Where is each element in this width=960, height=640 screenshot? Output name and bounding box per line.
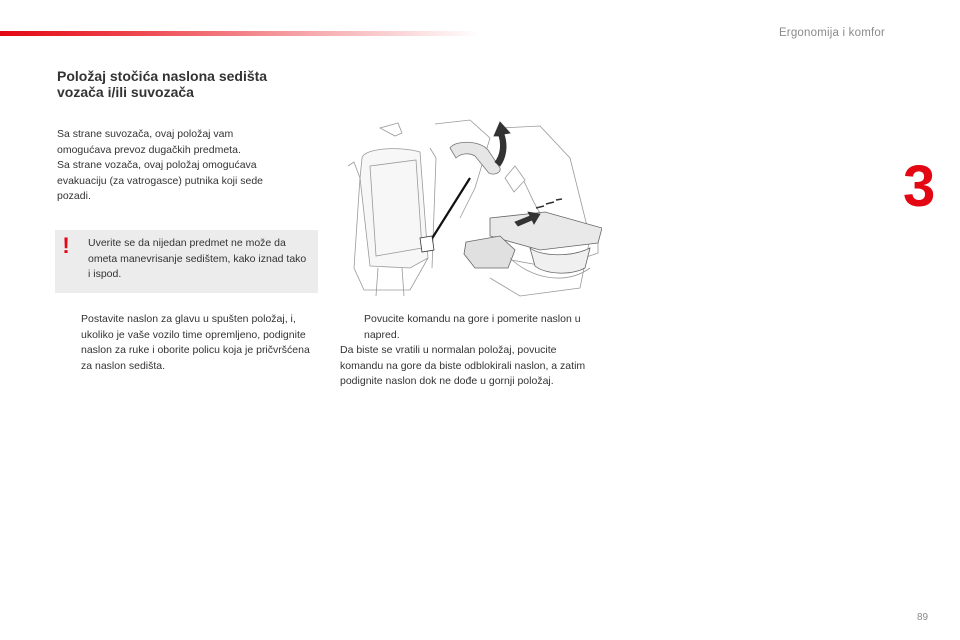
instruction-step <box>340 312 602 343</box>
section-title-line: vozača i/ili suvozača <box>57 84 194 100</box>
intro-line: Sa strane vozača, ovaj položaj omogućava <box>57 159 257 172</box>
chapter-number: 3 <box>903 154 936 219</box>
warning-exclamation-icon: ! <box>62 233 70 258</box>
section-title <box>57 68 267 100</box>
chapter-title: Ergonomija i komfor <box>778 27 885 39</box>
seat-back-outline <box>348 123 436 296</box>
headrest-detail <box>450 122 510 174</box>
intro-paragraph <box>57 127 317 205</box>
seat-table-illustration <box>340 118 602 298</box>
warning-text: Uverite se da nijedan predmet ne može da ometa manevrisanje sedištem, kako iznad tako i ispod. <box>88 237 307 281</box>
step-text: Povucite komandu na gore i pomerite naslon u napred. <box>364 313 581 341</box>
section-title-line: Položaj stočića naslona sedišta <box>57 68 268 84</box>
step-text: Postavite naslon za glavu u spušten položaj, i, ukoliko je vaše vozilo time opremljeno, podignite naslon za ruke i oborite policu koja je pričvršćena za naslon sedišta. <box>81 313 310 372</box>
intro-line: omogućava prevoz dugačkih predmeta. <box>57 143 241 156</box>
pointer-line <box>420 178 470 252</box>
intro-line: evakuaciju (za vatrogasce) putnika koji sede <box>57 174 264 187</box>
warning-box <box>55 230 318 293</box>
intro-line: pozadi. <box>57 190 91 203</box>
instruction-step <box>57 312 322 374</box>
page-number: 89 <box>917 612 929 623</box>
return-instructions: Da biste se vratili u normalan položaj, povucite komandu na gore da biste odblokirali naslon, a zatim podignite naslon dok ne dođe u gornji položaj. <box>340 344 586 388</box>
intro-line: Sa strane suvozača, ovaj položaj vam <box>57 128 234 140</box>
header-accent-bar <box>0 31 480 36</box>
